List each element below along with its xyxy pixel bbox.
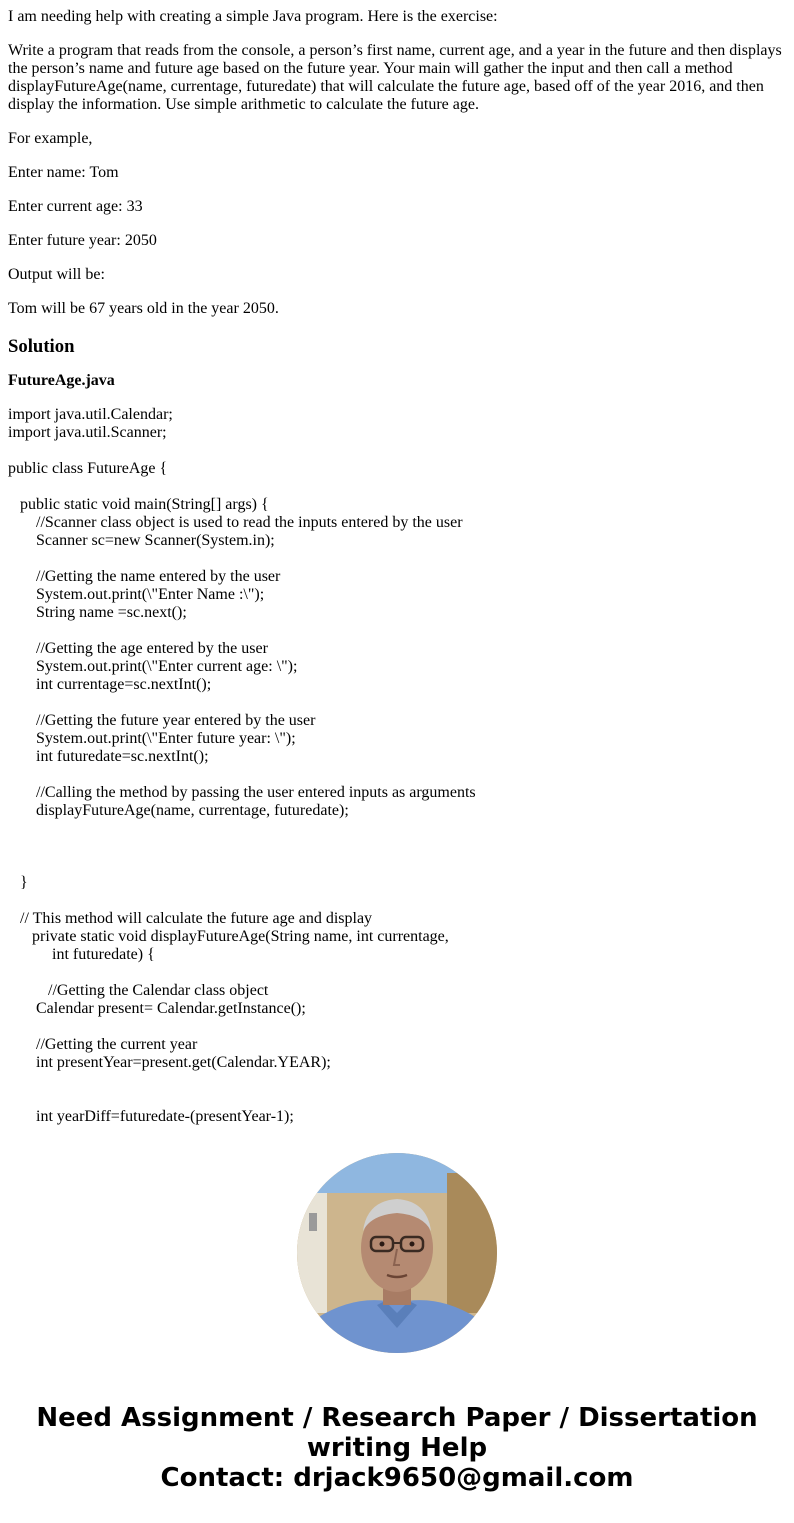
person-photo-icon bbox=[297, 1153, 497, 1353]
exercise-text: Write a program that reads from the console, a person’s first name, current age, and a year in the future and then displays the person’s name and future age based on the future year. Your main will gather the input and then call a method displayFutureAge(name, currentage, futuredate) that will calculate the future age, based off of the year 2016, and then display the information. Use simple arithmetic to calculate the future age. bbox=[8, 42, 782, 113]
promo-line-2: writing Help bbox=[306, 1433, 488, 1463]
example-year: Enter future year: 2050 bbox=[8, 232, 157, 249]
solution-heading: Solution bbox=[8, 336, 75, 357]
avatar-illustration bbox=[297, 1153, 497, 1353]
code-block: import java.util.Calendar; import java.util.Scanner; public class FutureAge { public static void main(String[] args) { //Scanner class object is used to read the inputs entered by the user Scanner sc=new Scanner(System.in); //Getting the name entered by the user System.out.print(\"Enter Name :\"); String name =sc.next(); //Getting the age entered by the user System.out.print(\"Enter current age: \"); int currentage=sc.nextInt(); //Getting the future year entered by the user System.out.print(\"Enter future year: \"); int futuredate=sc.nextInt(); //Calling the method by passing the user entered inputs as arguments displayFutureAge(name, currentage, futuredate); } // This method will calculate the future age and display private static void displayFutureAge(String name, int currentage, int futuredate) { //Getting the Calendar class object Calendar present= Calendar.getInstance(); //Getting the current year int presentYear=present.get(Calendar.YEAR); int yearDiff=futuredate-(presentYear-1); bbox=[8, 406, 476, 1125]
question-content bbox=[8, 0, 786, 1126]
output-line: Tom will be 67 years old in the year 2050. bbox=[8, 300, 279, 317]
question-intro: I am needing help with creating a simple Java program. Here is the exercise: bbox=[8, 8, 498, 25]
example-age: Enter current age: 33 bbox=[8, 198, 143, 215]
promo-line-1: Need Assignment / Research Paper / Dissertation bbox=[36, 1403, 758, 1433]
example-name: Enter name: Tom bbox=[8, 164, 119, 181]
output-label: Output will be: bbox=[8, 266, 105, 283]
promo-contact[interactable]: Contact: drjack9650@gmail.com bbox=[160, 1463, 634, 1493]
promo-banner bbox=[0, 1403, 794, 1493]
file-heading: FutureAge.java bbox=[8, 372, 115, 389]
for-example-text: For example, bbox=[8, 130, 93, 147]
